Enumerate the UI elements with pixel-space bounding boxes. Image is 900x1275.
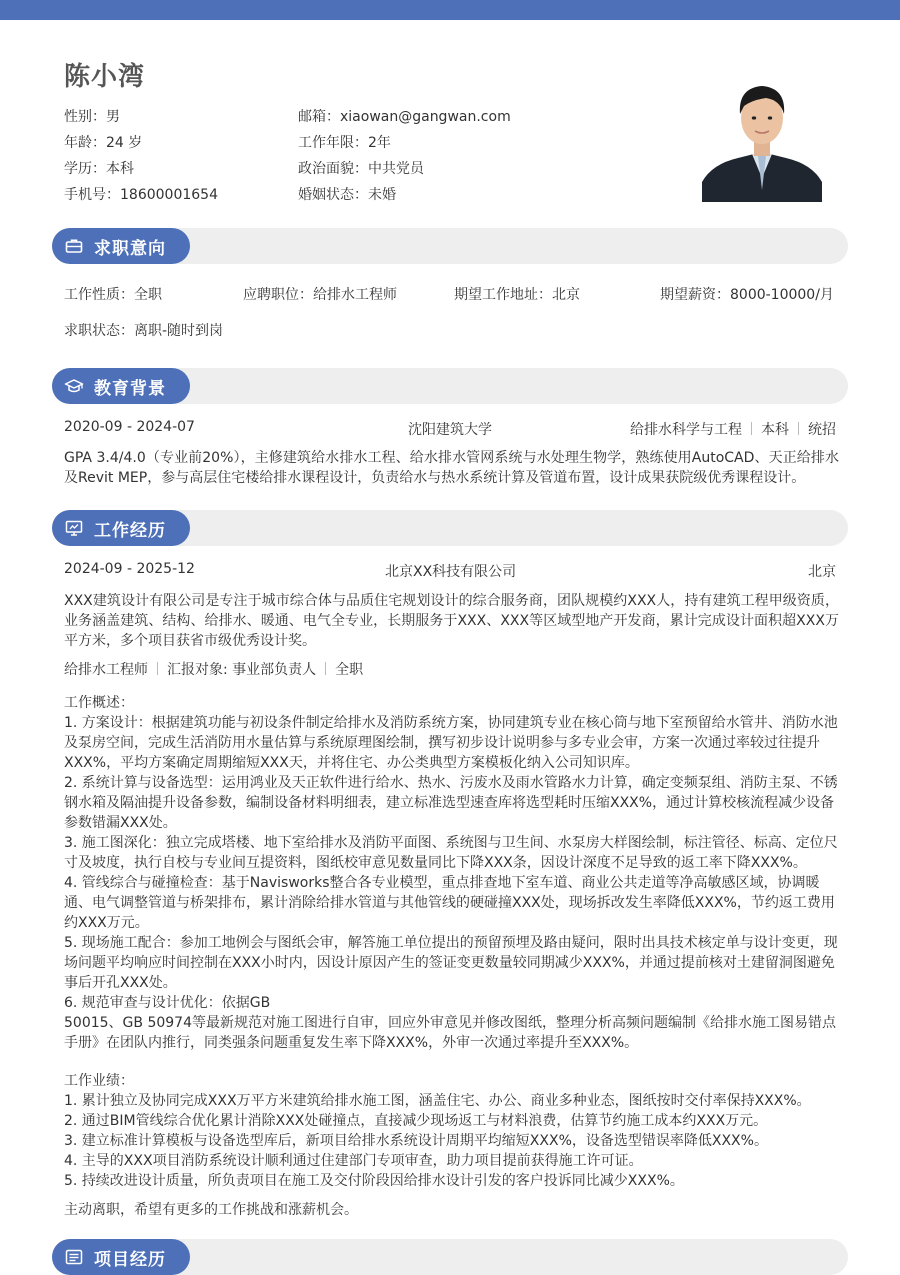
section-title: 求职意向 bbox=[94, 239, 166, 259]
candidate-name: 陈小湾 bbox=[64, 62, 146, 92]
overview-title: 工作概述： bbox=[64, 695, 134, 711]
political-status-info: 政治面貌：中共党员 bbox=[298, 161, 424, 177]
education-school: 沈阳建筑大学 bbox=[408, 422, 492, 438]
achievement-item: 5. 持续改进设计质量，所负责项目在施工及交付阶段因给排水设计引发的客户投诉同比减少XXX%。 bbox=[64, 1173, 684, 1189]
work-company: 北京XX科技有限公司 bbox=[385, 564, 517, 580]
education-period: 2020-09 - 2024-07 bbox=[64, 419, 195, 435]
intent-salary: 期望薪资：8000-10000/月 bbox=[660, 287, 834, 303]
achievement-item: 3. 建立标准计算模板与设备选型库后，新项目给排水系统设计周期平均缩短XXX%，设备选型错误率降低XXX%。 bbox=[64, 1133, 768, 1149]
overview-item: 50015、GB 50974等最新规范对施工图进行自审，回应外审意见并修改图纸，整理分析高频问题编制《给排水施工图易错点手册》在团队内推行，同类强条问题重复发生率下降XXX%，外审一次通过率提升至XXX%。 bbox=[64, 1015, 836, 1051]
work-overview bbox=[64, 693, 839, 1053]
section-header-project-experience bbox=[52, 1239, 848, 1275]
gender-info: 性别：男 bbox=[64, 109, 120, 125]
achievement-item: 1. 累计独立及协同完成XXX万平方米建筑给排水施工图，涵盖住宅、办公、商业多种业态，图纸按时交付率保持XXX%。 bbox=[64, 1093, 811, 1109]
achievement-item: 4. 主导的XXX项目消防系统设计顺利通过住建部门专项审查，助力项目提前获得施工许可证。 bbox=[64, 1153, 643, 1169]
age-info: 年龄：24 岁 bbox=[64, 135, 143, 151]
section-title: 项目经历 bbox=[94, 1250, 166, 1270]
email-info: 邮箱：xiaowan@gangwan.com bbox=[298, 109, 511, 125]
work-period: 2024-09 - 2025-12 bbox=[64, 561, 195, 577]
achievement-item: 2. 通过BIM管线综合优化累计消除XXX处碰撞点，直接减少现场返工与材料浪费，估算节约施工成本约XXX万元。 bbox=[64, 1113, 768, 1129]
work-city: 北京 bbox=[808, 564, 836, 580]
section-header-education bbox=[52, 368, 848, 404]
profile-photo bbox=[702, 70, 822, 202]
leave-reason: 主动离职，希望有更多的工作挑战和涨薪机会。 bbox=[64, 1202, 358, 1218]
briefcase-icon bbox=[64, 236, 84, 256]
work-years-info: 工作年限：2年 bbox=[298, 135, 391, 151]
phone-info: 手机号：18600001654 bbox=[64, 187, 218, 203]
top-accent-bar bbox=[0, 0, 900, 20]
education-description: GPA 3.4/4.0（专业前20%），主修建筑给水排水工程、给水排水管网系统与水处理生物学，熟练使用AutoCAD、天正给排水及Revit MEP，参与高层住宅楼给排水课程设计，负责给水与热水系统计算及管道布置，设计成果获院级优秀课程设计。 bbox=[64, 450, 839, 486]
intent-job-type: 工作性质：全职 bbox=[64, 287, 162, 303]
work-role-line: 给排水工程师 汇报对象: 事业部负责人 全职 bbox=[64, 662, 364, 678]
work-achievements bbox=[64, 1071, 839, 1191]
graduation-cap-icon bbox=[64, 376, 84, 396]
overview-item: 1. 方案设计：根据建筑功能与初设条件制定给排水及消防系统方案，协同建筑专业在核心筒与地下室预留给水管井、消防水池及泵房空间，完成生活消防用水量估算与系统原理图绘制，撰写初步设计说明参与多专业会审，方案一次通过率较过往提升XXX%，平均方案确定周期缩短XXX天，并将住宅、办公类典型方案模板化纳入公司知识库。 bbox=[64, 715, 838, 771]
marital-status-info: 婚姻状态：未婚 bbox=[298, 187, 396, 203]
company-description: XXX建筑设计有限公司是专注于城市综合体与品质住宅规划设计的综合服务商，团队规模约XXX人，持有建筑工程甲级资质，业务涵盖建筑、结构、给排水、暖通、电气全专业，长期服务于XXX、XXX等区域型地产开发商，累计完成设计面积超XXX万平方米，多个项目获省市级优秀设计奖。 bbox=[64, 593, 839, 649]
achievements-title: 工作业绩： bbox=[64, 1073, 134, 1089]
intent-position: 应聘职位：给排水工程师 bbox=[243, 287, 397, 303]
intent-status: 求职状态：离职-随时到岗 bbox=[64, 323, 224, 339]
overview-item: 4. 管线综合与碰撞检查：基于Navisworks整合各专业模型，重点排查地下室车道、商业公共走道等净高敏感区域，协调暖通、电气调整管道与桥架排布，累计消除给排水管道与其他管线的硬碰撞XXX处，现场拆改发生率降低XXX%，节约返工费用约XXX万元。 bbox=[64, 875, 835, 931]
section-title: 教育背景 bbox=[94, 379, 166, 399]
overview-item: 5. 现场施工配合：参加工地例会与图纸会审，解答施工单位提出的预留预埋及路由疑问，限时出具技术核定单与设计变更，现场问题平均响应时间控制在XXX小时内，因设计原因产生的签证变更数量较同期减少XXX%，并通过提前核对土建留洞图避免事后开孔XXX处。 bbox=[64, 935, 838, 991]
section-title: 工作经历 bbox=[94, 521, 166, 541]
overview-item: 6. 规范审查与设计优化：依据GB bbox=[64, 995, 271, 1011]
monitor-icon bbox=[64, 518, 84, 538]
list-icon bbox=[64, 1247, 84, 1267]
overview-item: 3. 施工图深化：独立完成塔楼、地下室给排水及消防平面图、系统图与卫生间、水泵房大样图绘制，标注管径、标高、定位尺寸及坡度，执行自校与专业间互提资料，图纸校审意见数量同比下降XXX条，因设计深度不足导致的返工率下降XXX%。 bbox=[64, 835, 838, 871]
overview-item: 2. 系统计算与设备选型：运用鸿业及天正软件进行给水、热水、污废水及雨水管路水力计算，确定变频泵组、消防主泵、不锈钢水箱及隔油提升设备参数，编制设备材料明细表，建立标准选型速查库将选型耗时压缩XXX%，通过计算校核流程减少设备参数错漏XXX处。 bbox=[64, 775, 838, 831]
section-header-job-intent bbox=[52, 228, 848, 264]
intent-location: 期望工作地址：北京 bbox=[454, 287, 580, 303]
education-info: 学历：本科 bbox=[64, 161, 134, 177]
education-major-line: 给排水科学与工程 本科 统招 bbox=[630, 422, 836, 438]
section-header-work-experience bbox=[52, 510, 848, 546]
